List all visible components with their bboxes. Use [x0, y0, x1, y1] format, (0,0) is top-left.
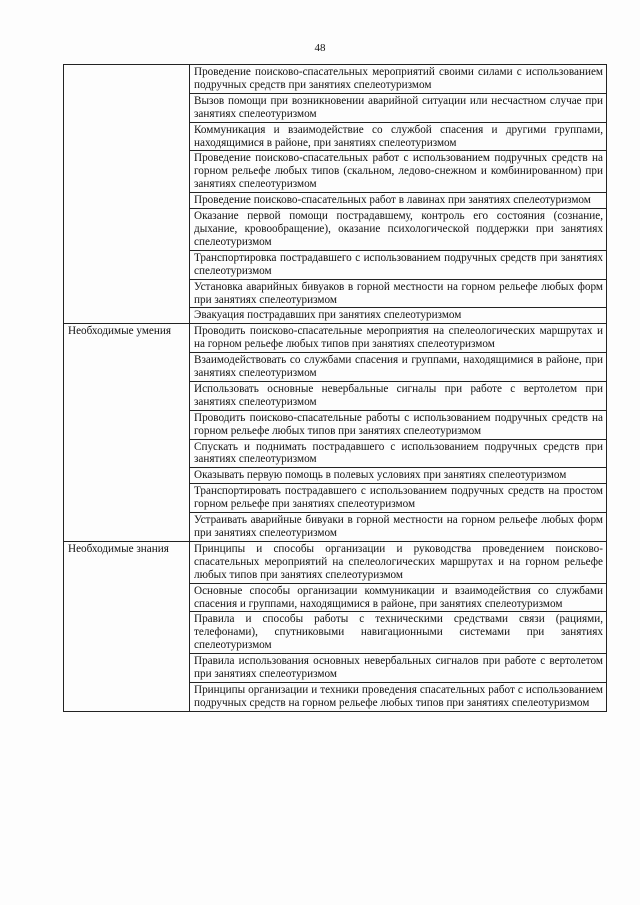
requirement-text: Коммуникация и взаимодействие со службой спасения и другими группами, находящимися в районе, при занятиях спелеотуризмом: [190, 122, 607, 151]
requirement-text: Принципы и способы организации и руководства проведением поисково-спасательных мероприятий на спелеологических маршрутах и на горном рельефе любых типов при занятиях спелеотуризмом: [190, 541, 607, 583]
requirement-text: Транспортировка пострадавшего с использованием подручных средств при занятиях спелеотуризмом: [190, 250, 607, 279]
section-label: Необходимые умения: [64, 324, 190, 542]
requirement-text: Эвакуация пострадавших при занятиях спелеотуризмом: [190, 308, 607, 324]
page-number: 48: [314, 42, 326, 54]
requirement-text: Вызов помощи при возникновении аварийной ситуации или несчастном случае при занятиях спелеотуризмом: [190, 93, 607, 122]
requirement-text: Использовать основные невербальные сигналы при работе с вертолетом при занятиях спелеотуризмом: [190, 381, 607, 410]
section-label: Необходимые знания: [64, 541, 190, 711]
requirement-text: Проводить поисково-спасательные мероприятия на спелеологических маршрутах и на горном рельефе любых типов при занятиях спелеотуризмом: [190, 324, 607, 353]
requirement-text: Взаимодействовать со службами спасения и группами, находящимися в районе, при занятиях спелеотуризмом: [190, 353, 607, 382]
requirement-text: Проведение поисково-спасательных мероприятий своими силами с использованием подручных средств при занятиях спелеотуризмом: [190, 65, 607, 94]
requirement-text: Проведение поисково-спасательных работ с использованием подручных средств на горном рельефе любых типов (скальном, ледово-снежном и комбинированном) при занятиях спелеотуризмом: [190, 151, 607, 193]
requirement-text: Спускать и поднимать пострадавшего с использованием подручных средств при занятиях спелеотуризмом: [190, 439, 607, 468]
requirement-text: Проводить поисково-спасательные работы с использованием подручных средств на горном рельефе любых типов при занятиях спелеотуризмом: [190, 410, 607, 439]
requirement-text: Транспортировать пострадавшего с использованием подручных средств на простом горном рельефе при занятиях спелеотуризмом: [190, 484, 607, 513]
requirement-text: Оказание первой помощи пострадавшему, контроль его состояния (сознание, дыхание, кровообращение), оказание психологической поддержки при занятиях спелеотуризмом: [190, 209, 607, 251]
section-label: [64, 65, 190, 324]
requirement-text: Устраивать аварийные бивуаки в горной местности на горном рельефе любых форм при занятиях спелеотуризмом: [190, 513, 607, 542]
table-row: [64, 65, 607, 94]
requirement-text: Правила использования основных невербальных сигналов при работе с вертолетом при занятиях спелеотуризмом: [190, 654, 607, 683]
table-row: [64, 541, 607, 583]
requirement-text: Основные способы организации коммуникации и взаимодействия со службами спасения и группами, находящимися в районе, при занятиях спелеотуризмом: [190, 583, 607, 612]
requirement-text: Установка аварийных бивуаков в горной местности на горном рельефе любых форм при занятиях спелеотуризмом: [190, 279, 607, 308]
requirement-text: Проведение поисково-спасательных работ в лавинах при занятиях спелеотуризмом: [190, 193, 607, 209]
table-row: [64, 324, 607, 353]
requirements-table: [63, 64, 607, 712]
table-body: [64, 65, 607, 712]
requirement-text: Правила и способы работы с техническими средствами связи (рациями, телефонами), спутниковыми навигационными системами при занятиях спелеотуризмом: [190, 612, 607, 654]
requirement-text: Принципы организации и техники проведения спасательных работ с использованием подручных средств на горном рельефе любых типов при занятиях спелеотуризмом: [190, 682, 607, 711]
requirement-text: Оказывать первую помощь в полевых условиях при занятиях спелеотуризмом: [190, 468, 607, 484]
